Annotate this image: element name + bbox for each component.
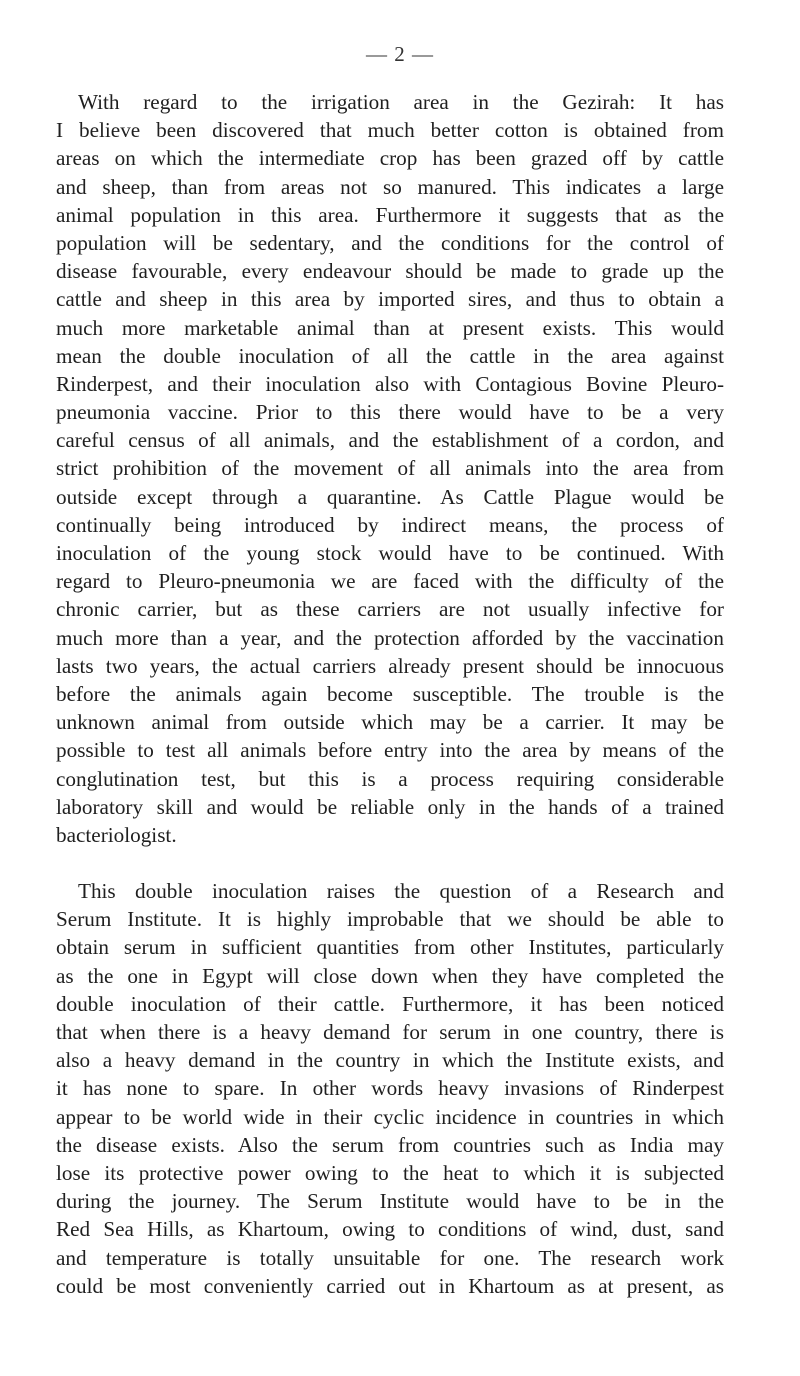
text-line: the disease exists. Also the serum from countries such as India may [56,1132,724,1157]
page-number: — 2 — [366,42,434,66]
text-line: and sheep, than from areas not so manured. This indicates a large [56,174,724,199]
text-line: animal population in this area. Furthermore it suggests that as the [56,202,724,227]
text-line: possible to test all animals before entry into the area by means of the [56,738,724,763]
text-line: conglutination test, but this is a process requiring considerable [56,766,724,791]
paragraph-irrigation [56,88,724,849]
text-line: outside except through a quarantine. As Cattle Plague would be [56,484,724,509]
text-line: continually being introduced by indirect means, the process of [56,512,724,537]
text-line: pneumonia vaccine. Prior to this there would have to be a very [56,400,724,425]
text-line: inoculation of the young stock would have to be continued. With [56,541,724,565]
body-text [56,88,724,1300]
text-line: regard to Pleuro-pneumonia we are faced with the difficulty of the [56,569,724,594]
text-line: much more than a year, and the protection afforded by the vaccination [56,625,724,650]
text-line: chronic carrier, but as these carriers are not usually infective for [56,597,724,622]
text-line: double inoculation of their cattle. Furthermore, it has been noticed [56,991,724,1016]
text-line: areas on which the intermediate crop has been grazed off by cattle [56,146,724,171]
text-line: Red Sea Hills, as Khartoum, owing to conditions of wind, dust, sand [56,1217,724,1242]
text-line: disease favourable, every endeavour should be made to grade up the [56,259,724,284]
text-line: appear to be world wide in their cyclic incidence in countries in which [56,1104,724,1129]
text-line: that when there is a heavy demand for serum in one country, there is [56,1020,724,1044]
text-line: Rinderpest, and their inoculation also with Contagious Bovine Pleuro- [56,371,724,396]
text-line: With regard to the irrigation area in the Gezirah: It has [78,90,724,114]
text-line: population will be sedentary, and the conditions for the control of [56,230,724,255]
text-line: obtain serum in sufficient quantities from other Institutes, particularly [56,935,724,960]
text-line: Serum Institute. It is highly improbable that we should be able to [56,907,724,932]
text-line: mean the double inoculation of all the cattle in the area against [56,343,724,368]
text-line: could be most conveniently carried out in Khartoum as at present, as [56,1273,724,1298]
text-line: cattle and sheep in this area by imported sires, and thus to obtain a [56,287,724,312]
text-line: during the journey. The Serum Institute would have to be in the [56,1189,724,1214]
text-line: lose its protective power owing to the heat to which it is subjected [56,1160,724,1185]
text-line: bacteriologist. [56,822,177,847]
text-line: strict prohibition of the movement of all animals into the area from [56,456,724,481]
text-line: This double inoculation raises the question of a Research and [78,879,724,904]
text-line: I believe been discovered that much better cotton is obtained from [56,118,724,143]
paragraph-gap [56,849,724,877]
text-line: unknown animal from outside which may be a carrier. It may be [56,710,724,735]
text-line: and temperature is totally unsuitable for one. The research work [56,1245,724,1270]
text-line: lasts two years, the actual carriers already present should be innocuous [56,653,724,678]
text-line: it has none to spare. In other words heavy invasions of Rinderpest [56,1076,724,1101]
text-line: careful census of all animals, and the establishment of a cordon, and [56,428,724,453]
text-line: laboratory skill and would be reliable only in the hands of a trained [56,794,724,819]
paragraph-serum-institute [56,877,724,1300]
text-line: as the one in Egypt will close down when they have completed the [56,963,724,988]
text-line: also a heavy demand in the country in which the Institute exists, and [56,1048,724,1073]
text-line: before the animals again become susceptible. The trouble is the [56,681,724,706]
text-line: much more marketable animal than at present exists. This would [56,315,724,340]
